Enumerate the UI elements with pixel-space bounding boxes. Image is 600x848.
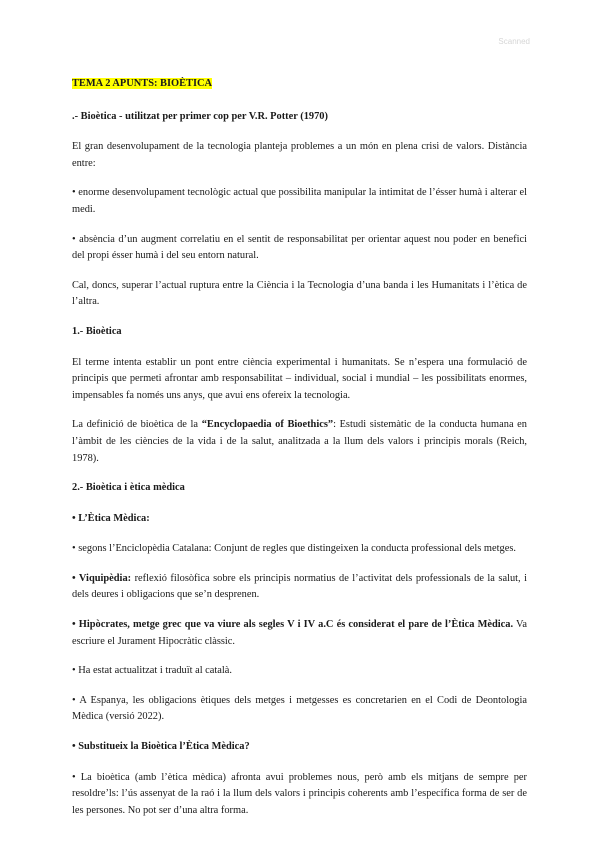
bullet-paragraph: • La bioètica (amb l’ètica mèdica) afronta avui problemes nous, però amb els mitjans de sempre per resoldre’ls: l’ús assenyat de la raó i la llum dels valors i principis coherents amb l’específica forma de ser de les persones. No pot ser d’una altra forma. — [72, 771, 527, 816]
scan-watermark: Scanned — [498, 37, 530, 46]
bullet-paragraph — [72, 571, 527, 604]
bold-text-run: • Hipòcrates, metge grec que va viure als segles V i IV a.C és considerat el pare de l’Ètica Mèdica. — [72, 619, 514, 631]
bullet-paragraph: • enorme desenvolupament tecnològic actual que possibilita manipular la intimitat de l’ésser humà i alterar el medi. — [72, 187, 527, 215]
paragraph: El gran desenvolupament de la tecnologia planteja problemes a un món en plena crisi de valors. Distància entre: — [72, 141, 527, 169]
section-heading-bioetica-origin: .- Bioètica - utilitzat per primer cop per V.R. Potter (1970) — [72, 110, 328, 122]
bullet-paragraph: • Ha estat actualitzat i traduït al català. — [72, 665, 232, 677]
text-run: Va escriure el Jurament Hipocràtic clàssic. — [72, 619, 527, 647]
document-title — [72, 76, 527, 93]
bullet-paragraph: • A Espanya, les obligacions ètiques dels metges i metgesses es concretarien en el Codi de Deontologia Mèdica (versió 2022). — [72, 694, 527, 723]
text-run: : Estudi sistemàtic de la conducta humana en l’àmbit de les ciències de la vida i de la salut, analitzada a la llum dels valors i principis morals (Reich, 1978). — [72, 419, 527, 464]
paragraph: Cal, doncs, superar l’actual ruptura entre la Ciència i la Tecnologia d’una banda i les Humanitats i l’ètica de l’altra. — [72, 279, 527, 308]
bullet-paragraph: • absència d’un augment correlatiu en el sentit de responsabilitat per orientar aquest nou poder en benefici del propi ésser humà i del seu entorn natural. — [72, 233, 527, 262]
section-heading-1: 1.- Bioètica — [72, 325, 122, 337]
title-highlight: TEMA 2 APUNTS: BIOÈTICA — [72, 78, 213, 89]
bullet-paragraph — [72, 617, 527, 650]
paragraph-definition — [72, 417, 527, 467]
section-heading-2: 2.- Bioètica i ètica mèdica — [72, 482, 185, 494]
bullet-paragraph: • segons l’Enciclopèdia Catalana: Conjunt de regles que distingeixen la conducta professional dels metges. — [72, 543, 516, 555]
subheading-etica-medica: • L’Ètica Mèdica: — [72, 512, 150, 524]
text-run: reflexió filosòfica sobre els principis normatius de l’activitat dels professionals de la salut, i dels deures i obligacions que se’n desprenen. — [72, 572, 527, 601]
paragraph: El terme intenta establir un pont entre ciència experimental i humanitats. Se n’espera una formulació de principis que permeti afrontar amb responsabilitat – individual, social i mundial – les possibilitats enormes, impensables fa només uns anys, que avui ens ofereix la tecnologia. — [72, 356, 527, 401]
text-run: La definició de bioètica de la — [72, 419, 202, 431]
subheading-question: • Substitueix la Bioètica l’Ètica Mèdica? — [72, 741, 250, 753]
document-body — [72, 76, 527, 832]
bold-text-run: “Encyclopaedia of Bioethics” — [201, 419, 334, 431]
bold-text-run: • Viquipèdia: — [72, 572, 132, 584]
